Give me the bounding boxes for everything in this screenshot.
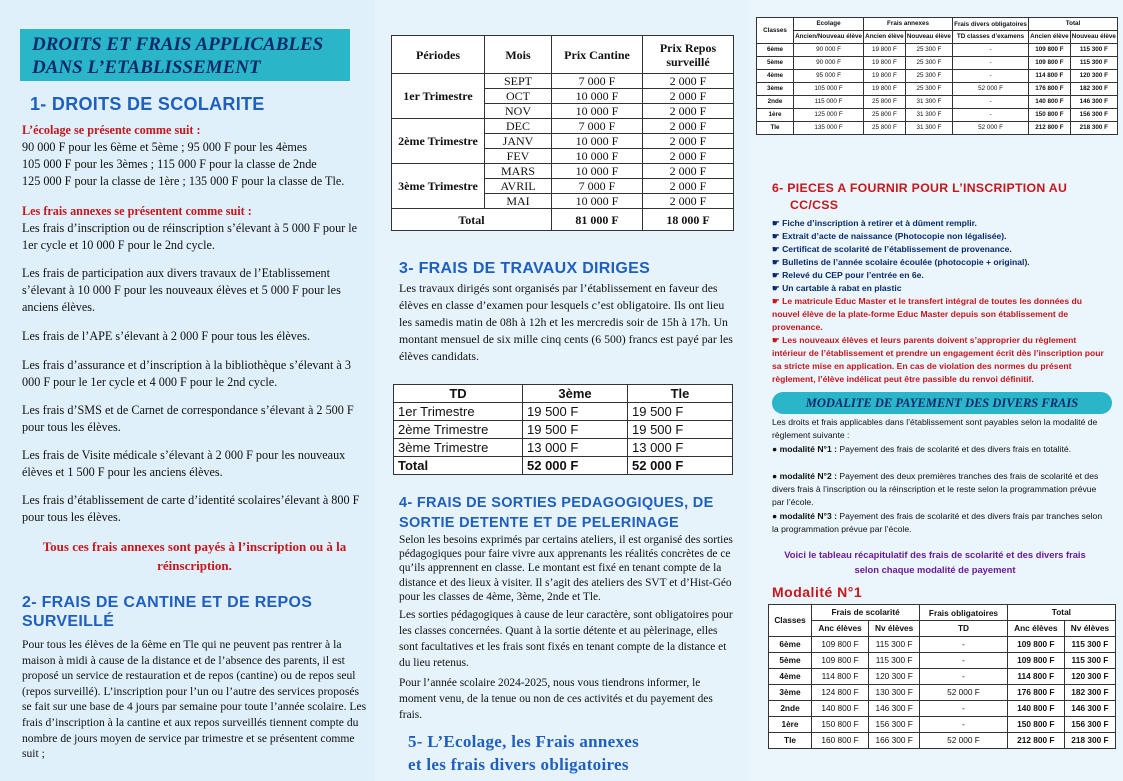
- fee-cell: 156 300 F: [869, 717, 920, 733]
- month-cell: NOV: [485, 104, 552, 119]
- piece-text: Relevé du CEP pour l’entrée en 6e.: [782, 270, 924, 280]
- fee-cell: 52 000 F: [953, 83, 1029, 96]
- fee-cell: 146 300 F: [1064, 701, 1115, 717]
- month-cell: AVRIL: [485, 179, 552, 194]
- class-label: 4ème: [757, 70, 794, 83]
- td-col-td: TD: [394, 385, 523, 403]
- annexes-inscription: Les frais d’inscription ou de réinscription s’élevant à 5 000 F pour le 1er cycle et 10 000 F pour le 2nd cycle.: [22, 221, 358, 252]
- summary-sub-header: Ancien élève: [1029, 31, 1071, 44]
- modalite-1-title: Modalité N°1: [772, 584, 863, 600]
- td-cell: 13 000 F: [628, 439, 733, 457]
- fee-cell: 115 300 F: [1064, 653, 1115, 669]
- td-cell: 3ème Trimestre: [394, 439, 523, 457]
- table-row: [769, 685, 1116, 701]
- class-label: Tle: [769, 733, 812, 749]
- modalite-3: ● modalité N°3 : Payement des frais de scolarité et des divers frais par tranches selon la programmation prévue par l’école.: [772, 511, 1103, 534]
- class-label: 5ème: [769, 653, 812, 669]
- fee-cell: 182 300 F: [1070, 83, 1117, 96]
- price-cell: 2 000 F: [643, 149, 734, 164]
- fee-cell: 115 300 F: [1064, 637, 1115, 653]
- mod1-col-obligatoires: Frais obligatoires: [920, 605, 1008, 621]
- fee-cell: 218 300 F: [1064, 733, 1115, 749]
- sorties-text2: Les sorties pédagogiques à cause de leur caractère, sont obligatoires pour les classes concernées. Quant à la sortie détente et au pèlerinage, elles sont facultatives et les frais sont fixés en tenant compte de la distance et du lieu retenus.: [399, 609, 733, 669]
- month-cell: JANV: [485, 134, 552, 149]
- piece-text-red: Le matricule Educ Master et le transfert intégral de toutes les données du nouvel élève de la plate-forme Educ Master depuis son établissement de provenance.: [772, 296, 1082, 332]
- fee-cell: 95 000 F: [794, 70, 864, 83]
- td-cell: 2ème Trimestre: [394, 421, 523, 439]
- table-row: [392, 164, 734, 179]
- td-cell: Total: [394, 457, 523, 475]
- ecolage-line1: 90 000 F pour les 6ème et 5ème ; 95 000 F pour les 4èmes: [22, 140, 308, 154]
- modalite-3-label: modalité N°3 :: [779, 511, 837, 521]
- table-row: [394, 457, 733, 475]
- annexes-intro: Les frais annexes se présentent comme suit :: [22, 204, 252, 218]
- price-cell: 2 000 F: [643, 179, 734, 194]
- month-cell: SEPT: [485, 74, 552, 89]
- modalite-1: ● modalité N°1 : Payement des frais de scolarité et des divers frais en totalité.: [772, 444, 1072, 454]
- mod1-sub-header: Nv élèves: [1064, 621, 1115, 637]
- summary-sub-header: TD classes d’examens: [953, 31, 1029, 44]
- price-cell: 7 000 F: [552, 74, 643, 89]
- month-cell: MAI: [485, 194, 552, 209]
- summary-col-divers: Frais divers obligatoires: [953, 18, 1029, 31]
- fee-cell: 218 300 F: [1070, 122, 1117, 135]
- mod1-sub-header: TD: [920, 621, 1008, 637]
- price-cell: 7 000 F: [552, 179, 643, 194]
- fee-cell: 146 300 F: [1070, 96, 1117, 109]
- mod1-col-classes: Classes: [769, 605, 812, 637]
- modalite-2-label: modalité N°2 :: [779, 471, 837, 481]
- table-row: [769, 733, 1116, 749]
- table-row: [769, 637, 1116, 653]
- fee-cell: 115 000 F: [794, 96, 864, 109]
- fee-cell: -: [920, 717, 1008, 733]
- fee-cell: -: [953, 44, 1029, 57]
- fee-cell: 140 800 F: [812, 701, 869, 717]
- fee-cell: 90 000 F: [794, 44, 864, 57]
- list-item: ☛ Relevé du CEP pour l’entrée en 6e.: [772, 270, 924, 280]
- table-row: [394, 403, 733, 421]
- modalite-1-text: Payement des frais de scolarité et des divers frais en totalité.: [839, 444, 1072, 454]
- fee-cell: 160 800 F: [812, 733, 869, 749]
- class-label: 5ème: [757, 57, 794, 70]
- fee-cell: 130 300 F: [869, 685, 920, 701]
- trimester-label: 1er Trimestre: [392, 74, 485, 119]
- list-item: ☛ Fiche d’inscription à retirer et à dûment remplir.: [772, 218, 977, 228]
- total-label: Total: [392, 209, 552, 231]
- total-repos: 18 000 F: [643, 209, 734, 231]
- mod1-col-scolarite: Frais de scolarité: [812, 605, 920, 621]
- fee-cell: 31 300 F: [905, 122, 952, 135]
- table-row: [392, 74, 734, 89]
- class-label: 4ème: [769, 669, 812, 685]
- price-cell: 2 000 F: [643, 134, 734, 149]
- fee-cell: 115 300 F: [1070, 44, 1117, 57]
- piece-text: Un cartable à rabat en plastic: [782, 283, 902, 293]
- td-table: [393, 384, 733, 475]
- fee-cell: 109 800 F: [1007, 637, 1064, 653]
- fee-cell: -: [953, 96, 1029, 109]
- table-row: [394, 439, 733, 457]
- fee-cell: 166 300 F: [869, 733, 920, 749]
- td-text: Les travaux dirigés sont organisés par l’établissement en faveur des élèves en classe d’examen pour lesquels c’est obligatoire. Ils ont lieu les samedis matin de 08h à 12h et les mercredis soir de 15h à 17h. Un montant mensuel de six mille cinq cents (6 500) francs est payé par les élèves candidats.: [399, 281, 733, 363]
- fee-cell: 120 300 F: [869, 669, 920, 685]
- td-col-tle: Tle: [628, 385, 733, 403]
- td-cell: 19 500 F: [628, 403, 733, 421]
- piece-text: Extrait d’acte de naissance (Photocopie non légalisée).: [782, 231, 1007, 241]
- ecolage-line2: 105 000 F pour les 3èmes ; 115 000 F pour la classe de 2nde: [22, 157, 317, 171]
- mod1-col-total: Total: [1007, 605, 1115, 621]
- sorties-text3: Pour l’année scolaire 2024-2025, nous vous tiendrons informer, le moment venu, de la tenue ou non de ces activités et du payement des frais.: [399, 677, 713, 721]
- total-cantine: 81 000 F: [552, 209, 643, 231]
- section-5-title-line1: 5- L’Ecolage, les Frais annexes: [408, 732, 640, 751]
- fee-cell: 115 300 F: [869, 637, 920, 653]
- section-4-title-line1: 4- FRAIS DE SORTIES PEDAGOGIQUES, DE: [399, 495, 714, 511]
- fee-cell: 52 000 F: [953, 122, 1029, 135]
- fee-cell: 109 800 F: [1007, 653, 1064, 669]
- modalite-banner: MODALITE DE PAYEMENT DES DIVERS FRAIS: [772, 392, 1112, 414]
- class-label: 3ème: [769, 685, 812, 701]
- price-cell: 2 000 F: [643, 74, 734, 89]
- fee-cell: 150 800 F: [1029, 109, 1071, 122]
- fee-cell: 114 800 F: [1007, 669, 1064, 685]
- section-6-title-line2: CC/CSS: [790, 198, 839, 212]
- cantine-col-periodes: Périodes: [392, 36, 485, 74]
- fee-cell: -: [920, 637, 1008, 653]
- ecolage-line3: 125 000 F pour la classe de 1ère ; 135 000 F pour la classe de Tle.: [22, 174, 345, 188]
- cantine-table: [391, 35, 734, 231]
- fee-cell: 135 000 F: [794, 122, 864, 135]
- price-cell: 10 000 F: [552, 104, 643, 119]
- fee-cell: 115 300 F: [1070, 57, 1117, 70]
- summary-sub-header: Ancien/Nouveau élève: [794, 31, 864, 44]
- pieces-list: [772, 217, 1112, 386]
- fee-cell: 146 300 F: [869, 701, 920, 717]
- fee-cell: 212 800 F: [1007, 733, 1064, 749]
- column-right: [750, 0, 1123, 781]
- fee-cell: 25 300 F: [905, 44, 952, 57]
- fee-cell: 120 300 F: [1070, 70, 1117, 83]
- summary-sub-header: Nouveau élève: [1070, 31, 1117, 44]
- td-cell: 19 500 F: [628, 421, 733, 439]
- table-row: [769, 701, 1116, 717]
- fee-cell: 25 800 F: [864, 96, 906, 109]
- td-cell: 52 000 F: [628, 457, 733, 475]
- ecolage-intro: L’écolage se présente comme suit :: [22, 123, 201, 137]
- fee-cell: 114 800 F: [812, 669, 869, 685]
- td-cell: 19 500 F: [523, 421, 628, 439]
- section-1-title: 1- DROITS DE SCOLARITE: [30, 94, 265, 114]
- price-cell: 10 000 F: [552, 134, 643, 149]
- table-row: [757, 70, 1118, 83]
- table-row: [769, 669, 1116, 685]
- modalite-2-text: Payement des deux premières tranches des frais de scolarité et des divers frais à l’inscription ou la réinscription et le reste selon la programmation prévue par l’école.: [772, 471, 1099, 507]
- sorties-text1: Selon les besoins exprimés par certains ateliers, il est organisé des sorties pédagogiques pour faire vivre aux apprenants les réalités concrètes de ce qu’ils apprennent en classe. Le montant est fixé en tenant compte de la distance et des lieux à visiter. Il s’agit des ateliers des SVT et d’Hist-Géo pour les classes de 4ème, 3ème, 2nde et Tle.: [399, 534, 733, 603]
- table-row: [394, 385, 733, 403]
- annexes-carte: Les frais d’établissement de carte d’identité scolaires’élevant à 800 F pour tous les élèves.: [22, 493, 360, 524]
- piece-text-red: En cas de violation des normes du présent règlement, l’élève indélicat peut être passible du renvoi définitif.: [772, 361, 1072, 384]
- class-label: 6ème: [757, 44, 794, 57]
- price-cell: 10 000 F: [552, 194, 643, 209]
- list-item: ☛ Certificat de scolarité de l’établissement de provenance.: [772, 244, 1012, 254]
- fee-cell: 150 800 F: [1007, 717, 1064, 733]
- section-6-title-line1: 6- PIECES A FOURNIR POUR L’INSCRIPTION AU: [772, 181, 1068, 195]
- list-item: ☛ Extrait d’acte de naissance (Photocopie non légalisée).: [772, 231, 1007, 241]
- fee-cell: 109 800 F: [1029, 44, 1071, 57]
- fee-cell: 25 300 F: [905, 70, 952, 83]
- main-title-line1: DROITS ET FRAIS APPLICABLES: [32, 34, 324, 55]
- section-5-title-line2: et les frais divers obligatoires: [408, 755, 629, 774]
- month-cell: MARS: [485, 164, 552, 179]
- fee-cell: 19 800 F: [864, 70, 906, 83]
- fee-cell: 31 300 F: [905, 109, 952, 122]
- summary-col-ecolage: Ecolage: [794, 18, 864, 31]
- piece-text-red: Les nouveaux élèves et leurs parents doivent s’approprier du règlement intérieur de l’établissement et prendre un engagement écrit dès l’inscription pour sa stricte mise en application.: [772, 335, 1104, 371]
- price-cell: 2 000 F: [643, 164, 734, 179]
- fee-cell: 109 800 F: [812, 637, 869, 653]
- summary-table: [756, 17, 1118, 135]
- month-cell: FEV: [485, 149, 552, 164]
- fee-cell: 125 000 F: [794, 109, 864, 122]
- fee-cell: 176 800 F: [1007, 685, 1064, 701]
- main-title-banner: [20, 29, 350, 81]
- price-cell: 7 000 F: [552, 119, 643, 134]
- summary-col-classes: Classes: [757, 18, 794, 44]
- fee-cell: 19 800 F: [864, 83, 906, 96]
- table-row: [394, 421, 733, 439]
- table-row: [757, 96, 1118, 109]
- cantine-col-mois: Mois: [485, 36, 552, 74]
- class-label: 6ème: [769, 637, 812, 653]
- piece-text: Certificat de scolarité de l’établissement de provenance.: [782, 244, 1012, 254]
- fee-cell: -: [920, 653, 1008, 669]
- list-item: ☛ Le matricule Educ Master et le transfert intégral de toutes les données du nouvel élève de la plate-forme Educ Master depuis son établissement de provenance.: [772, 296, 1082, 332]
- fee-cell: 150 800 F: [812, 717, 869, 733]
- table-row: [757, 109, 1118, 122]
- mod1-sub-header: Anc élèves: [812, 621, 869, 637]
- table-row: [757, 83, 1118, 96]
- fee-cell: -: [953, 109, 1029, 122]
- class-label: 1ère: [769, 717, 812, 733]
- fee-cell: 182 300 F: [1064, 685, 1115, 701]
- list-item: ☛ Un cartable à rabat en plastic: [772, 283, 902, 293]
- price-cell: 2 000 F: [643, 119, 734, 134]
- table-row: [769, 653, 1116, 669]
- section-3-title: 3- FRAIS DE TRAVAUX DIRIGES: [399, 260, 651, 277]
- table-row: [392, 119, 734, 134]
- table-row-total: [392, 209, 734, 231]
- cantine-text: Pour tous les élèves de la 6ème en Tle qui ne peuvent pas rentrer à la maison à midi à cause de la distance et de l’absence des parents, il est proposé un service de restauration et de repos (cantine) ou de repos seul (repos surveillé). L’inscription pour l’un ou l’autre des services proposés se fait sur une base de 4 jours par semaine pour toute l’année scolaire. Les frais d’inscription à la cantine et aux repos surveillés tiennent compte du nombre de jours moyen de service par trimestre et se présentent comme suit ;: [22, 638, 367, 761]
- fee-cell: 19 800 F: [864, 57, 906, 70]
- recap-note: Voici le tableau récapitulatif des frais de scolarité et des divers frais selon chaque modalité de payement: [784, 549, 1086, 575]
- modalite-1-table: [768, 604, 1116, 749]
- section-4-title-line2: SORTIE DETENTE ET DE PELERINAGE: [399, 515, 679, 531]
- fee-cell: 109 800 F: [812, 653, 869, 669]
- fee-cell: 90 000 F: [794, 57, 864, 70]
- price-cell: 10 000 F: [552, 89, 643, 104]
- td-cell: 1er Trimestre: [394, 403, 523, 421]
- td-cell: 52 000 F: [523, 457, 628, 475]
- annexes-travaux: Les frais de participation aux divers travaux de l’Etablissement s’élevant à 10 000 F pour les nouveaux élèves et 5 000 F pour les anciens élèves.: [22, 266, 341, 314]
- annexes-ape: Les frais de l’APE s’élevant à 2 000 F pour tous les élèves.: [22, 329, 311, 343]
- fee-cell: 114 800 F: [1029, 70, 1071, 83]
- fee-cell: -: [953, 57, 1029, 70]
- modalite-3-text: Payement des frais de scolarité et des divers frais par tranches selon la programmation prévue par l’école.: [772, 511, 1103, 534]
- fee-cell: 25 800 F: [864, 122, 906, 135]
- fee-cell: 25 800 F: [864, 109, 906, 122]
- fee-cell: 109 800 F: [1029, 57, 1071, 70]
- summary-sub-header: Nouveau élève: [905, 31, 952, 44]
- trimester-label: 2ème Trimestre: [392, 119, 485, 164]
- fee-cell: 140 800 F: [1007, 701, 1064, 717]
- column-left: [0, 0, 375, 781]
- fee-cell: 31 300 F: [905, 96, 952, 109]
- td-cell: 13 000 F: [523, 439, 628, 457]
- fee-cell: 120 300 F: [1064, 669, 1115, 685]
- fee-cell: 115 300 F: [869, 653, 920, 669]
- summary-col-annexes: Frais annexes: [864, 18, 953, 31]
- price-cell: 10 000 F: [552, 164, 643, 179]
- month-cell: DEC: [485, 119, 552, 134]
- table-row: [757, 122, 1118, 135]
- column-middle: [378, 0, 746, 781]
- fee-cell: 212 800 F: [1029, 122, 1071, 135]
- table-row: [757, 57, 1118, 70]
- modalite-intro: Les droits et frais applicables dans l’établissement sont payables selon la modalité de règlement suivante :: [772, 417, 1098, 440]
- summary-sub-header: Ancien élève: [864, 31, 906, 44]
- fee-cell: 124 800 F: [812, 685, 869, 701]
- table-row: [769, 717, 1116, 733]
- fee-cell: -: [920, 701, 1008, 717]
- price-cell: 2 000 F: [643, 194, 734, 209]
- annexes-note: Tous ces frais annexes sont payés à l’inscription ou à la réinscription.: [42, 539, 347, 573]
- annexes-sms: Les frais d’SMS et de Carnet de correspondance s’élevant à 2 500 F pour tous les élèves.: [22, 403, 354, 434]
- cantine-col-prix-cantine: Prix Cantine: [552, 36, 643, 74]
- list-item: ☛ Les nouveaux élèves et leurs parents doivent s’approprier du règlement intérieur de l’établissement et prendre un engagement écrit dès l’inscription pour sa stricte mise en application. En cas de violation des normes du présent règlement, l’élève indélicat peut être passible du renvoi définitif.: [772, 335, 1104, 384]
- fee-cell: 176 800 F: [1029, 83, 1071, 96]
- mod1-sub-header: Anc élèves: [1007, 621, 1064, 637]
- class-label: 2nde: [769, 701, 812, 717]
- fee-cell: -: [953, 70, 1029, 83]
- class-label: 2nde: [757, 96, 794, 109]
- class-label: 3ème: [757, 83, 794, 96]
- mod1-sub-header: Nv élèves: [869, 621, 920, 637]
- table-row: [757, 44, 1118, 57]
- summary-col-total: Total: [1029, 18, 1118, 31]
- fee-cell: 25 300 F: [905, 57, 952, 70]
- modalite-1-label: modalité N°1 :: [779, 444, 837, 454]
- fee-cell: -: [920, 669, 1008, 685]
- piece-text: Fiche d’inscription à retirer et à dûment remplir.: [782, 218, 977, 228]
- section-2-title: 2- FRAIS DE CANTINE ET DE REPOS SURVEILLÉ: [22, 594, 313, 630]
- price-cell: 10 000 F: [552, 149, 643, 164]
- fee-cell: 19 800 F: [864, 44, 906, 57]
- month-cell: OCT: [485, 89, 552, 104]
- fee-cell: 140 800 F: [1029, 96, 1071, 109]
- trimester-label: 3ème Trimestre: [392, 164, 485, 209]
- class-label: 1ère: [757, 109, 794, 122]
- fee-cell: 52 000 F: [920, 733, 1008, 749]
- modalite-2: ● modalité N°2 : Payement des deux premières tranches des frais de scolarité et des divers frais à l’inscription ou la réinscription et le reste selon la programmation prévue par l’école.: [772, 471, 1099, 507]
- piece-text: Bulletins de l’année scolaire écoulée (photocopie + original).: [782, 257, 1030, 267]
- annexes-assurance: Les frais d’assurance et d’inscription à la bibliothèque s’élevant à 3 000 F pour le 1er cycle et 4 000 F pour le 2nd cycle.: [22, 358, 351, 389]
- fee-cell: 156 300 F: [1070, 109, 1117, 122]
- price-cell: 2 000 F: [643, 104, 734, 119]
- td-col-3eme: 3ème: [523, 385, 628, 403]
- fee-cell: 105 000 F: [794, 83, 864, 96]
- fee-cell: 25 300 F: [905, 83, 952, 96]
- fee-cell: 52 000 F: [920, 685, 1008, 701]
- list-item: ☛ Bulletins de l’année scolaire écoulée (photocopie + original).: [772, 257, 1030, 267]
- main-title-line2: DANS L’ETABLISSEMENT: [32, 57, 261, 78]
- td-cell: 19 500 F: [523, 403, 628, 421]
- class-label: Tle: [757, 122, 794, 135]
- fee-cell: 156 300 F: [1064, 717, 1115, 733]
- cantine-col-prix-repos: Prix Repos surveillé: [643, 36, 734, 74]
- price-cell: 2 000 F: [643, 89, 734, 104]
- annexes-visite: Les frais de Visite médicale s’élevant à 2 000 F pour les nouveaux élèves et 1 500 F pour les anciens élèves.: [22, 448, 346, 479]
